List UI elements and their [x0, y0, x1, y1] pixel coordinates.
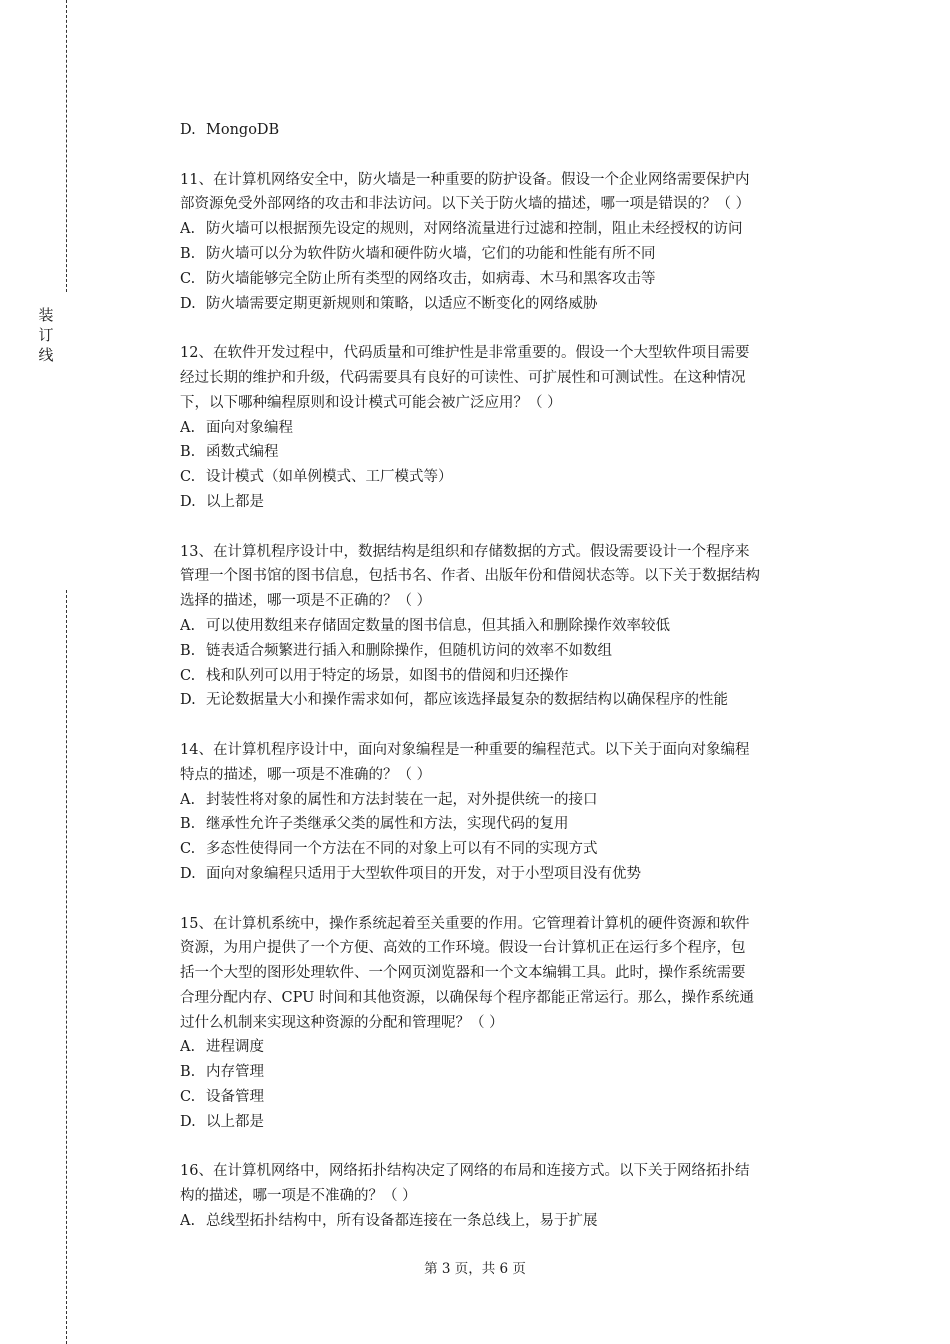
question-list — [180, 143, 840, 1234]
option-letter: C. — [180, 469, 196, 486]
question-block — [180, 1159, 840, 1233]
question-text-line: 资源，为用户提供了一个方便、高效的工作环境。假设一台计算机正在运行多个程序，包 — [180, 940, 746, 957]
option-text: 以上都是 — [206, 493, 264, 510]
option-letter: C. — [180, 1089, 196, 1106]
option-item — [180, 416, 840, 441]
option-text: 内存管理 — [206, 1064, 264, 1081]
option-letter: A. — [180, 221, 196, 238]
option-letter: D. — [180, 865, 196, 882]
option-item — [180, 465, 840, 490]
question-spacer — [180, 1135, 840, 1160]
option-text: 可以使用数组来存储固定数量的图书信息，但其插入和删除操作效率较低 — [206, 617, 670, 634]
binding-label — [36, 305, 56, 365]
option-letter: A. — [180, 791, 196, 808]
binding-char: 线 — [38, 346, 54, 364]
binding-line-top — [66, 0, 67, 292]
question-text-line: 过什么机制来实现这种资源的分配和管理呢？（ ） — [180, 1014, 504, 1031]
question-spacer — [180, 887, 840, 912]
option-letter: A. — [180, 617, 196, 634]
option-item — [180, 664, 840, 689]
option-item — [180, 788, 840, 813]
option-item — [180, 1209, 840, 1234]
option-item — [180, 440, 840, 465]
option-text: 设备管理 — [206, 1089, 264, 1106]
option-item — [180, 267, 840, 292]
question-text-line: 下，以下哪种编程原则和设计模式可能会被广泛应用？（ ） — [180, 394, 562, 411]
option-text: 链表适合频繁进行插入和删除操作，但随机访问的效率不如数组 — [206, 642, 612, 659]
option-item — [180, 812, 840, 837]
question-text-line: 合理分配内存、CPU 时间和其他资源，以确保每个程序都能正常运行。那么，操作系统通 — [180, 989, 754, 1006]
option-letter: A. — [180, 1213, 196, 1230]
option-letter: A. — [180, 1039, 196, 1056]
option-item — [180, 118, 840, 143]
option-letter: C. — [180, 841, 196, 858]
option-text: 栈和队列可以用于特定的场景，如图书的借阅和归还操作 — [206, 667, 569, 684]
option-item — [180, 837, 840, 862]
question-block — [180, 168, 840, 317]
option-letter: B. — [180, 245, 196, 262]
option-item — [180, 1085, 840, 1110]
option-letter: D. — [180, 122, 196, 138]
option-letter: D. — [180, 692, 196, 709]
question-text-line: 15、在计算机系统中，操作系统起着至关重要的作用。它管理着计算机的硬件资源和软件 — [180, 915, 750, 932]
option-text: 无论数据量大小和操作需求如何，都应该选择最复杂的数据结构以确保程序的性能 — [206, 692, 728, 709]
option-item — [180, 862, 840, 887]
question-spacer — [180, 713, 840, 738]
exam-content — [180, 118, 840, 1234]
option-item — [180, 242, 840, 267]
option-text: 以上都是 — [206, 1113, 264, 1130]
option-text: 多态性使得同一个方法在不同的对象上可以有不同的实现方式 — [206, 841, 598, 858]
question-text-line: 管理一个图书馆的图书信息，包括书名、作者、出版年份和借阅状态等。以下关于数据结构 — [180, 568, 760, 585]
question-text-line: 括一个大型的图形处理软件、一个网页浏览器和一个文本编辑工具。此时，操作系统需要 — [180, 965, 746, 982]
question-text-line: 部资源免受外部网络的攻击和非法访问。以下关于防火墙的描述，哪一项是错误的？（ ） — [180, 196, 751, 213]
question-text-line: 13、在计算机程序设计中，数据结构是组织和存储数据的方式。假设需要设计一个程序来 — [180, 543, 750, 560]
question-spacer — [180, 143, 840, 168]
option-text: 面向对象编程 — [206, 419, 293, 436]
binding-line-bottom — [66, 590, 67, 1344]
option-text: 防火墙可以分为软件防火墙和硬件防火墙，它们的功能和性能有所不同 — [206, 245, 656, 262]
option-item — [180, 614, 840, 639]
question-text-line: 经过长期的维护和升级，代码需要具有良好的可读性、可扩展性和可测试性。在这种情况 — [180, 369, 746, 386]
option-text: 总线型拓扑结构中，所有设备都连接在一条总线上，易于扩展 — [206, 1213, 598, 1230]
option-letter: C. — [180, 270, 196, 287]
question-spacer — [180, 316, 840, 341]
option-text: 防火墙可以根据预先设定的规则，对网络流量进行过滤和控制，阻止未经授权的访问 — [206, 221, 743, 238]
option-text: 函数式编程 — [206, 444, 279, 461]
option-letter: D. — [180, 295, 196, 312]
option-text: 防火墙需要定期更新规则和策略，以适应不断变化的网络威胁 — [206, 295, 598, 312]
page-number: 第 3 页，共 6 页 — [424, 1261, 526, 1277]
option-item — [180, 1110, 840, 1135]
question-text-line: 12、在软件开发过程中，代码质量和可维护性是非常重要的。假设一个大型软件项目需要 — [180, 345, 750, 362]
question-block — [180, 738, 840, 887]
option-item — [180, 490, 840, 515]
option-letter: D. — [180, 1113, 196, 1130]
option-letter: D. — [180, 493, 196, 510]
option-letter: B. — [180, 816, 196, 833]
option-item — [180, 1035, 840, 1060]
option-letter: B. — [180, 1064, 196, 1081]
question-text-line: 特点的描述，哪一项是不准确的？（ ） — [180, 766, 432, 783]
option-item — [180, 292, 840, 317]
question-spacer — [180, 515, 840, 540]
binding-char: 装 — [38, 306, 54, 324]
option-text: 设计模式（如单例模式、工厂模式等） — [206, 469, 453, 486]
option-letter: A. — [180, 419, 196, 436]
option-letter: B. — [180, 444, 196, 461]
option-text: 进程调度 — [206, 1039, 264, 1056]
binding-char: 订 — [38, 326, 54, 344]
option-item — [180, 688, 840, 713]
option-item — [180, 1060, 840, 1085]
question-text-line: 选择的描述，哪一项是不正确的？（ ） — [180, 593, 432, 610]
option-item — [180, 217, 840, 242]
option-letter: B. — [180, 642, 196, 659]
option-letter: C. — [180, 667, 196, 684]
option-item — [180, 639, 840, 664]
option-text: 防火墙能够完全防止所有类型的网络攻击，如病毒、木马和黑客攻击等 — [206, 270, 656, 287]
option-text: 继承性允许子类继承父类的属性和方法，实现代码的复用 — [206, 816, 569, 833]
question-text-line: 构的描述，哪一项是不准确的？（ ） — [180, 1188, 417, 1205]
question-block — [180, 341, 840, 515]
question-text-line: 14、在计算机程序设计中，面向对象编程是一种重要的编程范式。以下关于面向对象编程 — [180, 741, 750, 758]
question-block — [180, 540, 840, 714]
option-text: 面向对象编程只适用于大型软件项目的开发，对于小型项目没有优势 — [206, 865, 641, 882]
option-text: 封装性将对象的属性和方法封装在一起，对外提供统一的接口 — [206, 791, 598, 808]
question-text-line: 16、在计算机网络中，网络拓扑结构决定了网络的布局和连接方式。以下关于网络拓扑结 — [180, 1163, 750, 1180]
question-block — [180, 912, 840, 1135]
option-text: MongoDB — [206, 122, 280, 138]
question-text-line: 11、在计算机网络安全中，防火墙是一种重要的防护设备。假设一个企业网络需要保护内 — [180, 171, 750, 188]
